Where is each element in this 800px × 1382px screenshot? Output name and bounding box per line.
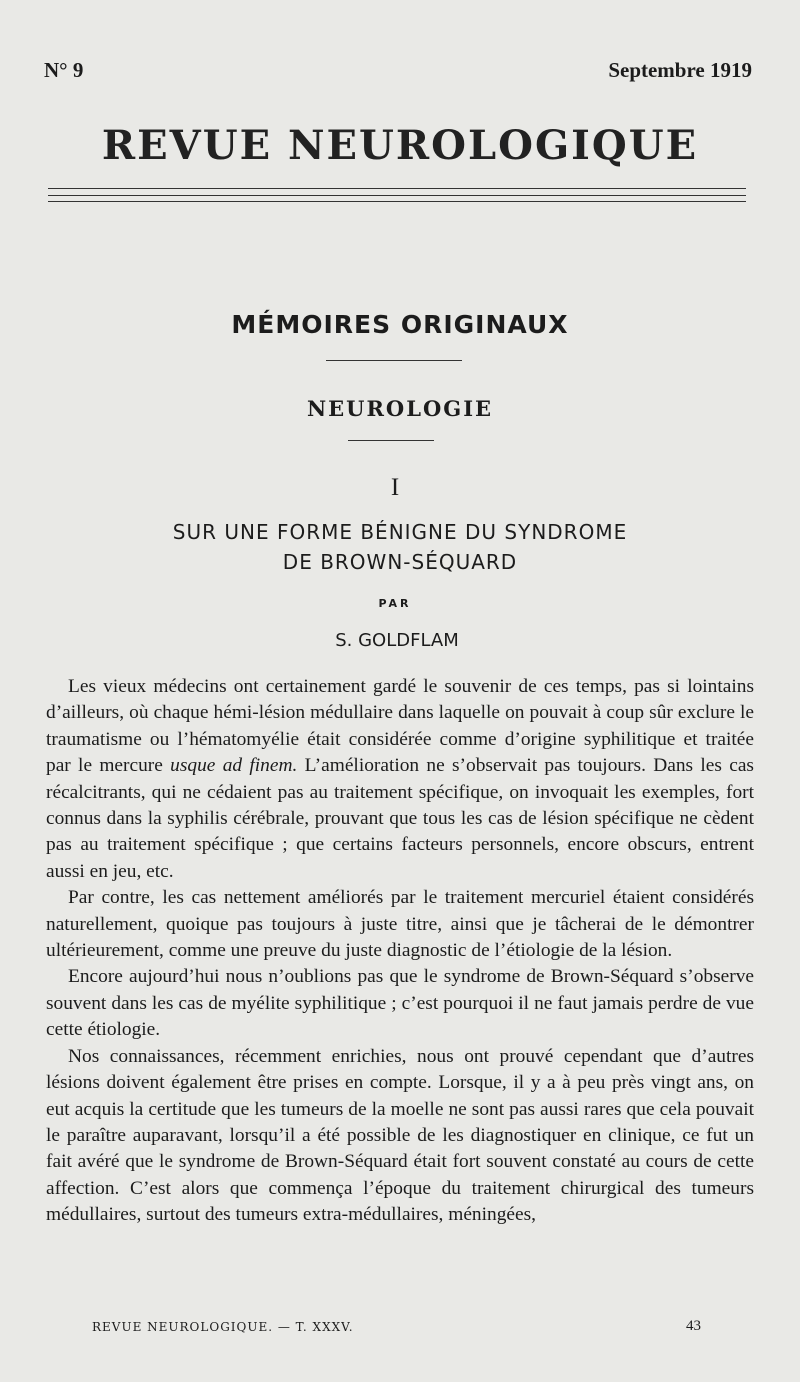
- subsection-divider: [348, 440, 434, 441]
- author-name: S. GOLDFLAM: [335, 630, 459, 651]
- subsection-heading: NEUROLOGIE: [306, 396, 494, 421]
- paragraph-1-text-b: L’amélioration ne s’observait pas toujours. Dans les cas récalcitrants, qui ne cédaient pas au traitement spécifique, on invoquait les exemples, fort connus dans la syphilis cérébrale, prouvant que tous les cas de lésion spécifique ne cèdent pas au traitement spécifique ; que certains facteurs personnels, encore obscurs, entrent aussi en jeu, etc.: [46, 755, 754, 882]
- paragraph-2: Par contre, les cas nettement améliorés par le traitement mercuriel étaient considérés naturellement, quoique pas toujours à juste titre, ainsi que je tâcherai de le démontrer ultérieurement, comme une preuve du juste diagnostic de l’étiologie de la lésion.: [46, 887, 754, 962]
- byline-par: PAR: [378, 597, 412, 610]
- running-footer: REVUE NEUROLOGIQUE. — T. XXXV.: [92, 1320, 354, 1334]
- issue-date: Septembre 1919: [608, 58, 752, 82]
- section-divider: [326, 360, 462, 361]
- article-numeral: I: [390, 474, 400, 501]
- paragraph-1-latin: usque ad finem.: [170, 755, 298, 777]
- title-rule-top: [48, 188, 746, 189]
- article-body: [46, 674, 754, 1229]
- title-rule-middle: [48, 195, 746, 196]
- title-rule-bottom: [48, 201, 746, 202]
- paragraph-1: [46, 674, 754, 885]
- paragraph-3: Encore aujourd’hui nous n’oublions pas que le syndrome de Brown-Séquard s’observe souvent dans les cas de myélite syphilitique ; c’est pourquoi il ne faut jamais perdre de vue cette étiologie.: [46, 966, 754, 1041]
- section-heading: MÉMOIRES ORIGINAUX: [231, 310, 569, 339]
- article-title-line-1: SUR UNE FORME BÉNIGNE DU SYNDROME: [172, 520, 628, 544]
- page-header: [44, 58, 752, 83]
- page-number: 43: [686, 1318, 701, 1334]
- article-title-line-2: DE BROWN-SÉQUARD: [282, 550, 518, 574]
- issue-number: N° 9: [44, 58, 84, 82]
- paragraph-1-text-a: Les vieux médecins ont certainement gardé le souvenir de ces temps, pas si lointains d’ailleurs, où chaque hémi-lésion médullaire dans laquelle on pouvait à coup sûr exclure le traumatisme ou l’hématomyélie était considérée comme d’origine syphilitique et traitée par le mercure: [46, 676, 754, 777]
- journal-title: REVUE NEUROLOGIQUE: [101, 122, 699, 169]
- paragraph-4: Nos connaissances, récemment enrichies, nous ont prouvé cependant que d’autres lésions doivent également être prises en compte. Lorsque, il y a à peu près vingt ans, on eut acquis la certitude que les tumeurs de la moelle ne sont pas aussi rares que cela pouvait le paraître auparavant, lorsqu’il a été possible de les diagnostiquer en clinique, ce fut un fait avéré que le syndrome de Brown-Séquard était fort souvent constaté au cours de cette affection. C’est alors que commença l’époque du traitement chirurgical des tumeurs médullaires, surtout des tumeurs extra-médullaires, méningées,: [46, 1045, 754, 1226]
